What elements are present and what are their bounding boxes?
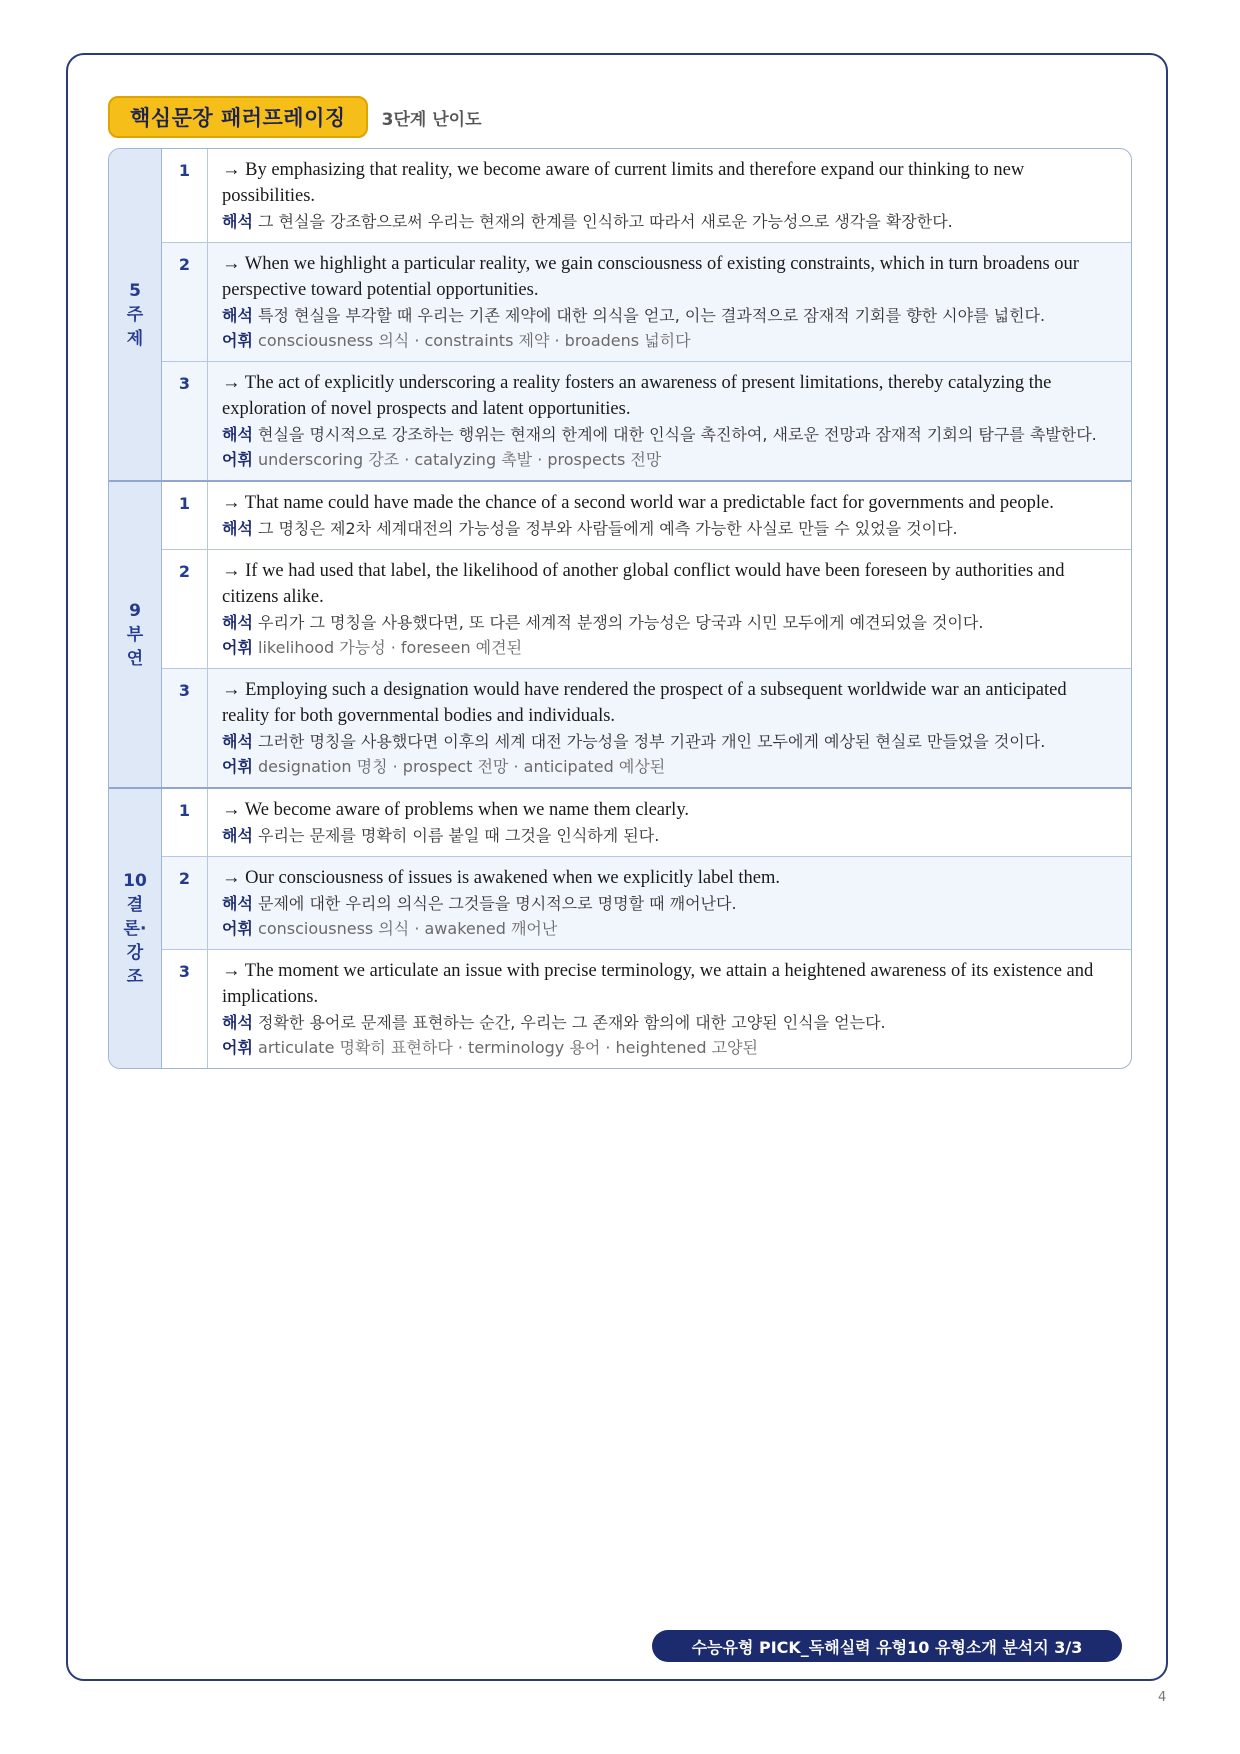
vocab-label: 어휘 xyxy=(222,638,253,657)
footer-badge: 수능유형 PICK_독해실력 유형10 유형소개 분석지 3/3 xyxy=(652,1630,1122,1662)
table-row xyxy=(162,482,1131,549)
row-number: 3 xyxy=(162,362,208,480)
english-sentence: → Employing such a designation would have rendered the prospect of a subsequent worldwide war an anticipated reality for both governmental bodies and individuals. xyxy=(222,680,1067,726)
vocabulary: 어휘 consciousness 의식 · constraints 제약 · broadens 넓히다 xyxy=(222,331,691,350)
row-content xyxy=(208,669,1131,787)
translation-label: 해석 xyxy=(222,306,253,325)
group-rows xyxy=(162,149,1131,480)
row-number: 2 xyxy=(162,550,208,668)
english-sentence: → By emphasizing that reality, we become aware of current limits and therefore expand our thinking to new possibilities. xyxy=(222,160,1025,206)
korean-translation: 해석 현실을 명시적으로 강조하는 행위는 현재의 한계에 대한 인식을 촉진하여, 새로운 전망과 잠재적 기회의 탐구를 촉발한다. xyxy=(222,425,1097,444)
korean-translation: 해석 우리가 그 명칭을 사용했다면, 또 다른 세계적 분쟁의 가능성은 당국과 시민 모두에게 예견되었을 것이다. xyxy=(222,613,984,632)
section-title: 핵심문장 패러프레이징 xyxy=(108,96,368,138)
translation-label: 해석 xyxy=(222,732,253,751)
translation-label: 해석 xyxy=(222,826,253,845)
table-row xyxy=(162,789,1131,856)
translation-label: 해석 xyxy=(222,425,253,444)
translation-label: 해석 xyxy=(222,212,253,231)
english-sentence: → That name could have made the chance of a second world war a predictable fact for governments and people. xyxy=(222,493,1054,513)
korean-translation: 해석 특정 현실을 부각할 때 우리는 기존 제약에 대한 의식을 얻고, 이는 결과적으로 잠재적 기회를 향한 시야를 넓힌다. xyxy=(222,306,1046,325)
table-row xyxy=(162,242,1131,361)
row-number: 1 xyxy=(162,482,208,549)
vocab-label: 어휘 xyxy=(222,919,253,938)
difficulty-level: 3단계 난이도 xyxy=(381,109,482,130)
english-sentence: → The moment we articulate an issue with precise terminology, we attain a heightened awareness of its existence and implications. xyxy=(222,961,1094,1007)
korean-translation: 해석 그러한 명칭을 사용했다면 이후의 세계 대전 가능성을 정부 기관과 개인 모두에게 예상된 현실로 만들었을 것이다. xyxy=(222,732,1046,751)
vocab-label: 어휘 xyxy=(222,757,253,776)
table-row xyxy=(162,549,1131,668)
vocab-label: 어휘 xyxy=(222,331,253,350)
row-number: 2 xyxy=(162,243,208,361)
translation-label: 해석 xyxy=(222,1013,253,1032)
english-sentence: → The act of explicitly underscoring a reality fosters an awareness of present limitations, thereby catalyzing the exploration of novel prospects and latent opportunities. xyxy=(222,373,1052,419)
row-content xyxy=(208,950,1131,1068)
korean-translation: 해석 문제에 대한 우리의 의식은 그것들을 명시적으로 명명할 때 깨어난다. xyxy=(222,894,737,913)
group-label: 5 주 제 xyxy=(109,149,162,480)
paraphrase-table xyxy=(108,148,1132,1069)
row-number: 2 xyxy=(162,857,208,949)
row-number: 1 xyxy=(162,789,208,856)
vocabulary: 어휘 likelihood 가능성 · foreseen 예견된 xyxy=(222,638,523,657)
english-sentence: → When we highlight a particular reality, we gain consciousness of existing constraints, which in turn broadens our perspective toward potential opportunities. xyxy=(222,254,1079,300)
table-row xyxy=(162,361,1131,480)
vocabulary: 어휘 articulate 명확히 표현하다 · terminology 용어 · heightened 고양된 xyxy=(222,1038,758,1057)
group-rows xyxy=(162,482,1131,787)
page-number: 4 xyxy=(1158,1690,1167,1705)
row-number: 3 xyxy=(162,950,208,1068)
group-topic xyxy=(109,149,1131,480)
vocabulary: 어휘 consciousness 의식 · awakened 깨어난 xyxy=(222,919,558,938)
vocab-label: 어휘 xyxy=(222,450,253,469)
english-sentence: → Our consciousness of issues is awakened when we explicitly label them. xyxy=(222,868,780,888)
group-label: 10 결 론· 강 조 xyxy=(109,789,162,1068)
row-number: 1 xyxy=(162,149,208,242)
row-content xyxy=(208,550,1131,668)
korean-translation: 해석 그 명칭은 제2차 세계대전의 가능성을 정부와 사람들에게 예측 가능한 사실로 만들 수 있었을 것이다. xyxy=(222,519,958,538)
english-sentence: → We become aware of problems when we name them clearly. xyxy=(222,800,689,820)
table-row xyxy=(162,149,1131,242)
row-content xyxy=(208,482,1131,549)
row-content xyxy=(208,789,1131,856)
section-header xyxy=(108,96,482,138)
english-sentence: → If we had used that label, the likelihood of another global conflict would have been foreseen by authorities and citizens alike. xyxy=(222,561,1065,607)
row-content xyxy=(208,149,1131,242)
group-support xyxy=(109,480,1131,787)
row-number: 3 xyxy=(162,669,208,787)
table-row xyxy=(162,668,1131,787)
vocab-label: 어휘 xyxy=(222,1038,253,1057)
group-label: 9 부 연 xyxy=(109,482,162,787)
row-content xyxy=(208,857,1131,949)
table-row xyxy=(162,949,1131,1068)
korean-translation: 해석 우리는 문제를 명확히 이름 붙일 때 그것을 인식하게 된다. xyxy=(222,826,660,845)
korean-translation: 해석 정확한 용어로 문제를 표현하는 순간, 우리는 그 존재와 함의에 대한 고양된 인식을 얻는다. xyxy=(222,1013,886,1032)
table-row xyxy=(162,856,1131,949)
row-content xyxy=(208,243,1131,361)
row-content xyxy=(208,362,1131,480)
translation-label: 해석 xyxy=(222,613,253,632)
group-rows xyxy=(162,789,1131,1068)
translation-label: 해석 xyxy=(222,894,253,913)
korean-translation: 해석 그 현실을 강조함으로써 우리는 현재의 한계를 인식하고 따라서 새로운 가능성으로 생각을 확장한다. xyxy=(222,212,953,231)
group-conclusion xyxy=(109,787,1131,1068)
vocabulary: 어휘 designation 명칭 · prospect 전망 · anticipated 예상된 xyxy=(222,757,666,776)
translation-label: 해석 xyxy=(222,519,253,538)
vocabulary: 어휘 underscoring 강조 · catalyzing 촉발 · prospects 전망 xyxy=(222,450,662,469)
